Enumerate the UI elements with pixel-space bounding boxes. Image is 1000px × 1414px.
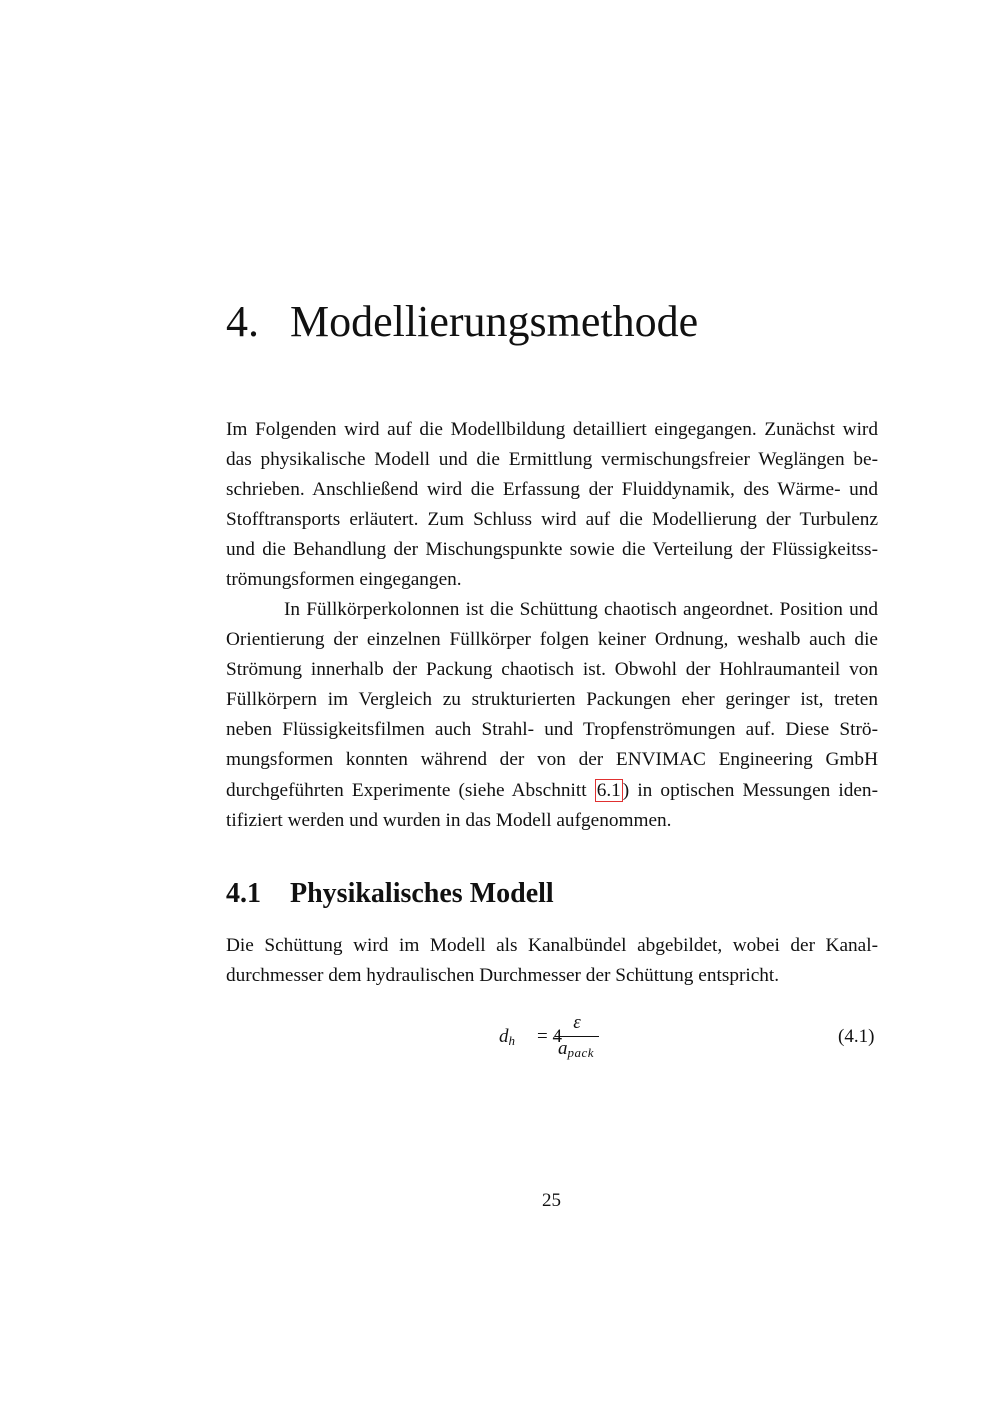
ref-suffix-text: ) in optischen Messungen iden- bbox=[622, 779, 878, 801]
chapter-title bbox=[226, 293, 698, 351]
paragraph-line: In Füllkörperkolonnen ist die Schüttung chaotisch angeordnet. Position und bbox=[284, 599, 878, 620]
section-title-text: Physikalisches Modell bbox=[290, 878, 554, 909]
paragraph-line: durchmesser dem hydraulischen Durchmesser der Schüttung entspricht. bbox=[226, 965, 780, 987]
section-title bbox=[226, 874, 554, 914]
packing-paragraph bbox=[226, 595, 878, 836]
paragraph-line-with-ref bbox=[226, 776, 878, 806]
equation-denominator-sub: pack bbox=[567, 1045, 595, 1060]
model-paragraph bbox=[226, 931, 878, 991]
paragraph-line: Strömung innerhalb der Packung chaotisch ist. Obwohl der Hohlraumanteil von bbox=[226, 659, 878, 681]
equation-label: (4.1) bbox=[838, 1026, 875, 1047]
paragraph-line: Im Folgenden wird auf die Modellbildung detailliert eingegangen. Zunächst wird bbox=[226, 419, 878, 440]
chapter-title-text: Modellierungsmethode bbox=[290, 297, 699, 346]
section-number: 4.1 bbox=[226, 878, 261, 909]
equation-fraction bbox=[555, 1012, 599, 1065]
paragraph-line: mungsformen konnten während der von der ENVIMAC Engineering GmbH bbox=[226, 749, 878, 771]
equation-lhs-var: d bbox=[499, 1026, 509, 1047]
section-ref-link[interactable]: 6.1 bbox=[596, 779, 621, 801]
equation-lhs bbox=[499, 1026, 515, 1049]
paragraph-line: Die Schüttung wird im Modell als Kanalbündel abgebildet, wobei der Kanal- bbox=[226, 935, 878, 956]
intro-paragraph bbox=[226, 415, 878, 596]
equation-denominator-var: a bbox=[557, 1038, 568, 1059]
ref-prefix-text: durchgeführten Experimente (siehe Abschnitt bbox=[226, 779, 595, 801]
paragraph-line: und die Behandlung der Mischungspunkte sowie die Verteilung der Flüssigkeitss- bbox=[226, 539, 878, 561]
paragraph-line: trömungsformen eingegangen. bbox=[226, 569, 462, 591]
paragraph-line: das physikalische Modell und die Ermittlung vermischungsfreier Weglängen be- bbox=[226, 449, 878, 471]
equation-lhs-sub: h bbox=[508, 1033, 515, 1048]
paragraph-line: Stofftransports erläutert. Zum Schluss wird auf die Modellierung der Turbulenz bbox=[226, 509, 878, 531]
paragraph-line: schrieben. Anschließend wird die Erfassung der Fluiddynamik, des Wärme- und bbox=[226, 479, 878, 501]
paragraph-line: Orientierung der einzelnen Füllkörper folgen keiner Ordnung, weshalb auch die bbox=[226, 629, 878, 651]
equation-operator: = 4 bbox=[537, 1026, 562, 1047]
page-number: 25 bbox=[542, 1190, 561, 1211]
chapter-number: 4. bbox=[226, 297, 259, 346]
equation-numerator: ε bbox=[573, 1012, 581, 1033]
paragraph-line: tifiziert werden und wurden in das Modell aufgenommen. bbox=[226, 809, 672, 831]
paragraph-line: Füllkörpern im Vergleich zu strukturierten Packungen eher geringer ist, treten bbox=[226, 689, 878, 711]
equation-denominator bbox=[553, 1037, 599, 1065]
paragraph-line: neben Flüssigkeitsfilmen auch Strahl- und Tropfenströmungen auf. Diese Strö- bbox=[226, 719, 878, 741]
